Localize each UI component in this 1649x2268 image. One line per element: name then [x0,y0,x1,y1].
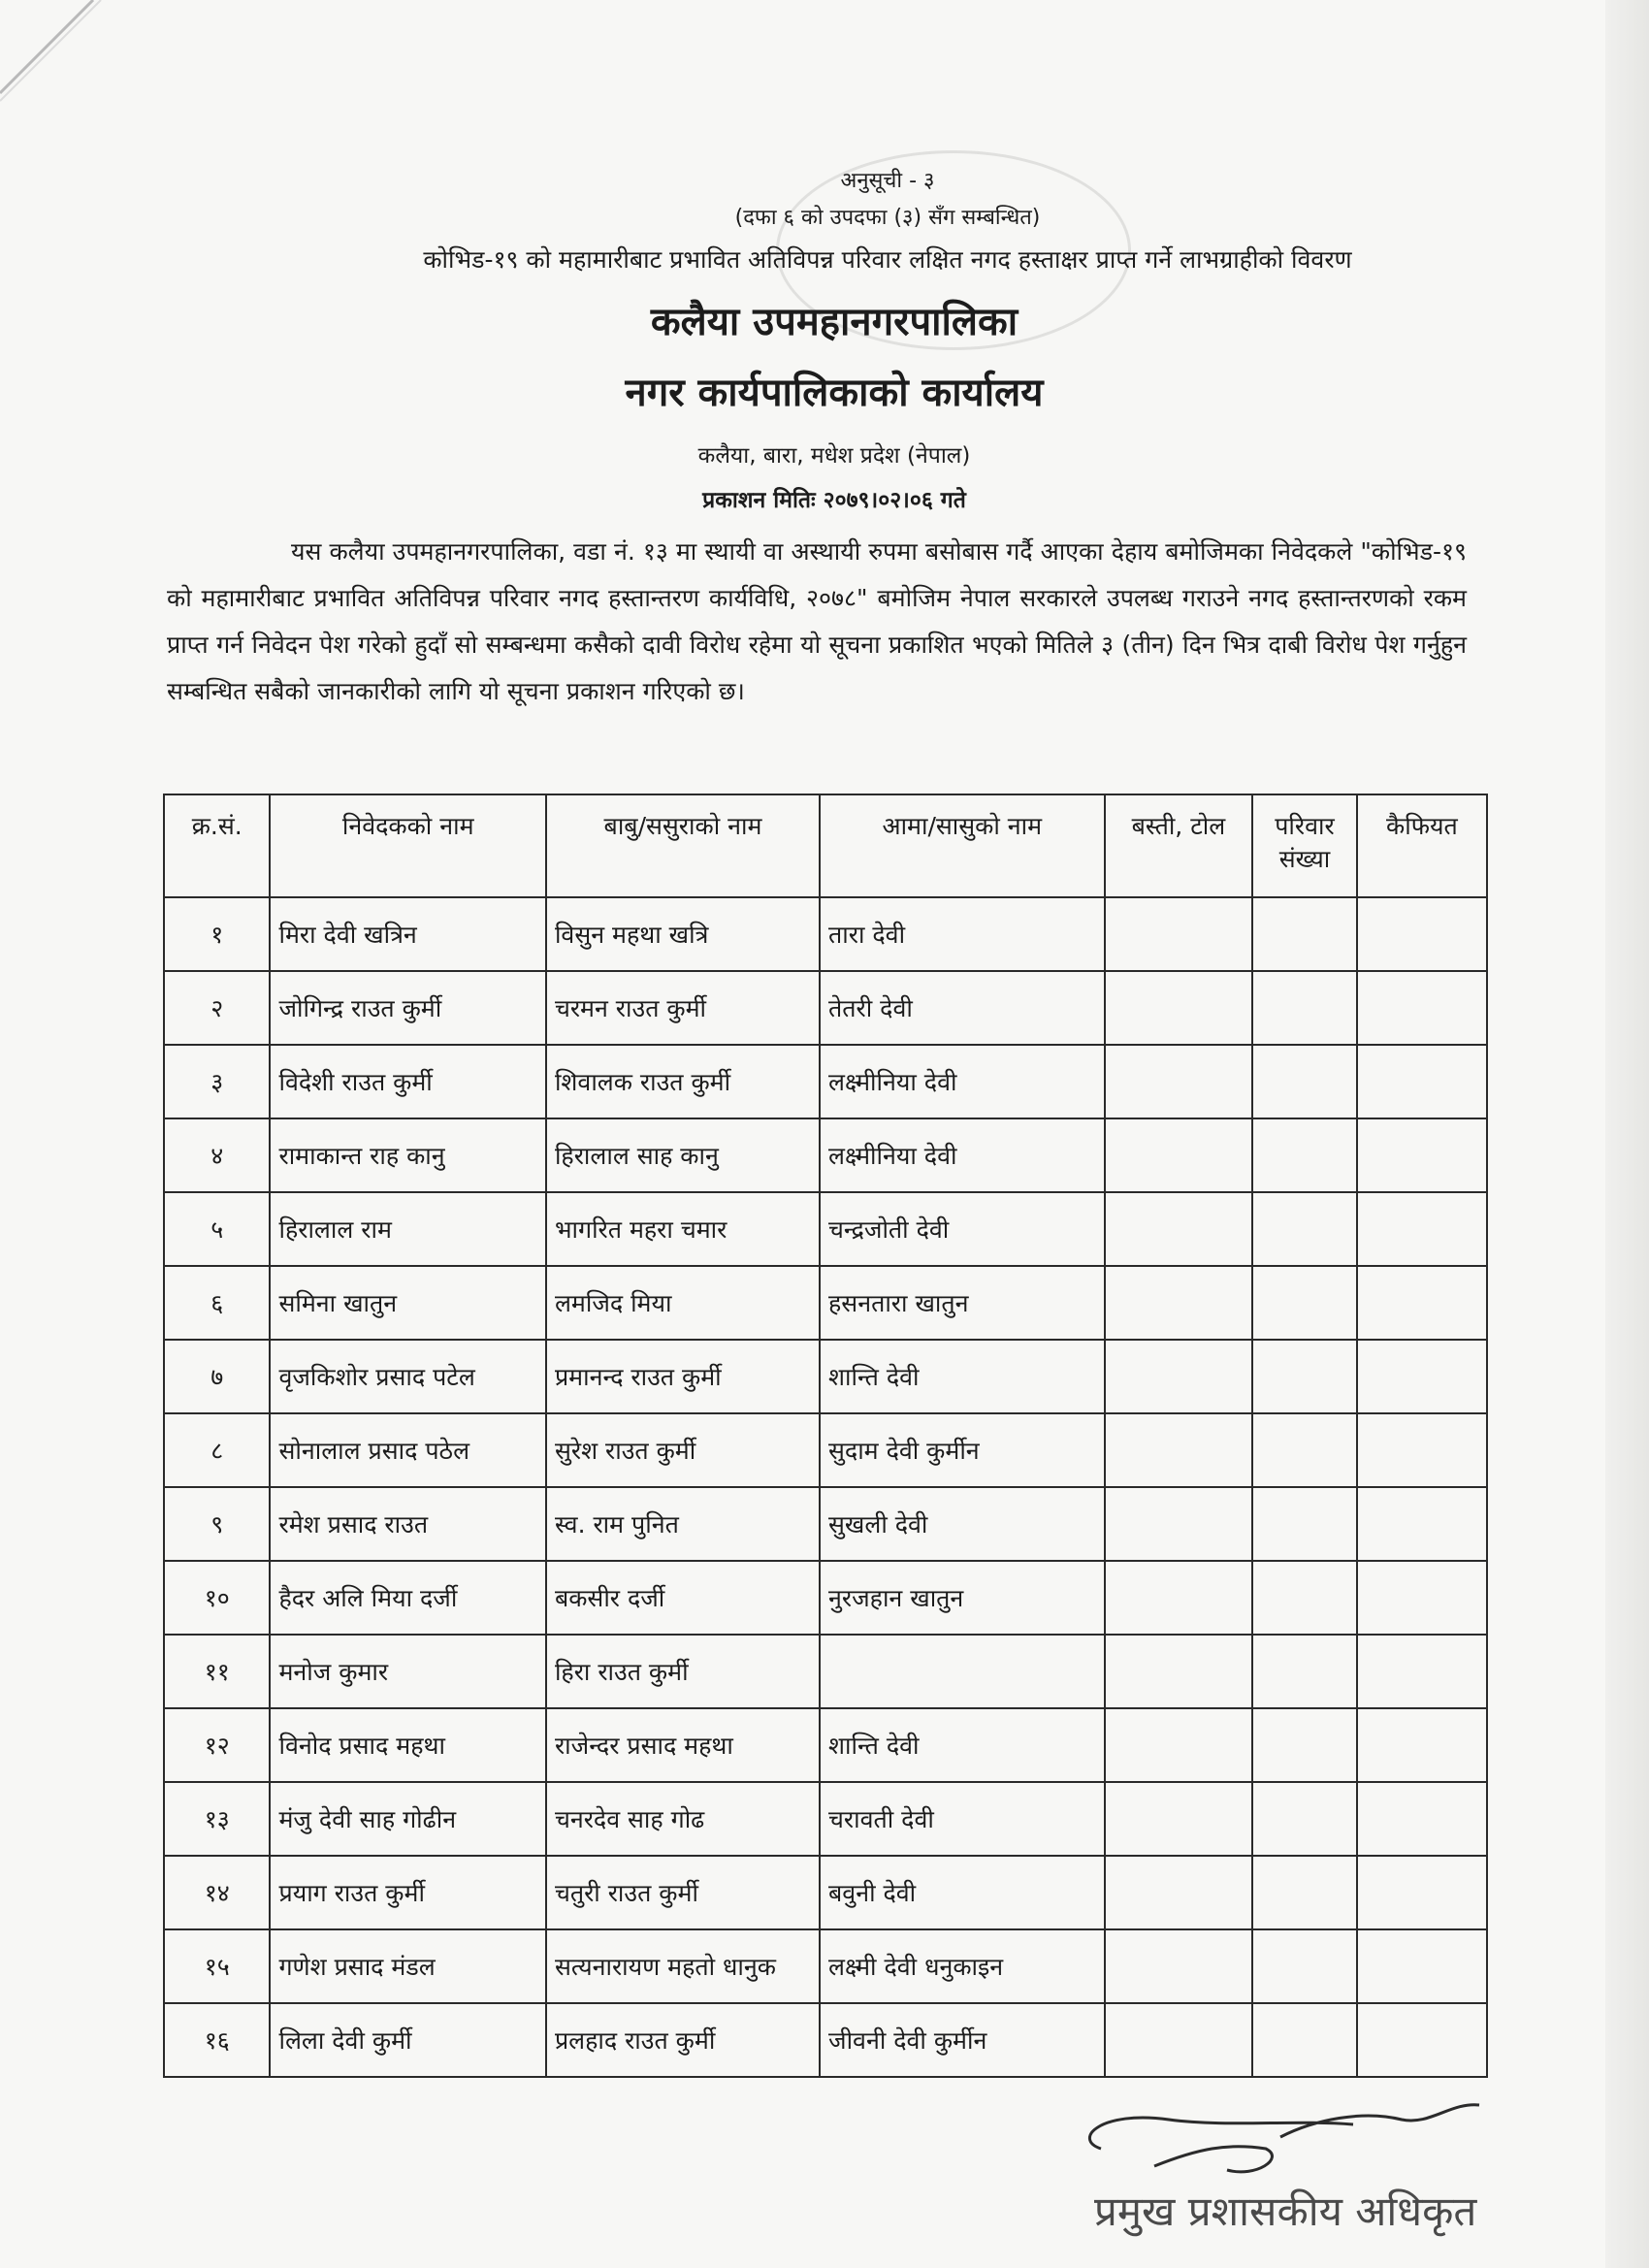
cell-mother: लक्ष्मी देवी धनुकाइन [820,1929,1105,2003]
table-row [164,1782,1487,1856]
cell-tole [1105,1561,1253,1635]
cell-family [1252,1561,1357,1635]
cell-tole [1105,1708,1253,1782]
cell-sn: ५ [164,1192,270,1266]
cell-sn: ११ [164,1635,270,1708]
cell-sn: २ [164,971,270,1045]
table-row [164,1192,1487,1266]
cell-sn: ६ [164,1266,270,1340]
table-body [164,897,1487,2077]
cell-applicant: हिरालाल राम [270,1192,545,1266]
cell-tole [1105,971,1253,1045]
header-remarks: कैफियत [1357,794,1487,897]
cell-father: प्रलहाद राउत कुर्मी [546,2003,820,2077]
cell-remarks [1357,971,1487,1045]
cell-mother: तारा देवी [820,897,1105,971]
cell-remarks [1357,1708,1487,1782]
cell-tole [1105,1782,1253,1856]
publication-date: प्रकाशन मितिः २०७९।०२।०६ गते [702,488,966,513]
cell-remarks [1357,1929,1487,2003]
cell-remarks [1357,1266,1487,1340]
cell-father: प्रमानन्द राउत कुर्मी [546,1340,820,1413]
cell-sn: १६ [164,2003,270,2077]
cell-father: राजेन्दर प्रसाद महथा [546,1708,820,1782]
cell-father: विसुन महथा खत्रि [546,897,820,971]
cell-father: चतुरी राउत कुर्मी [546,1856,820,1929]
cell-sn: १० [164,1561,270,1635]
document-subject: कोभिड-१९ को महामारीबाट प्रभावित अतिविपन्न परिवार लक्षित नगद हस्ताक्षर प्राप्त गर्ने लाभग्राहीको विवरण [423,245,1352,274]
cell-father: हिरा राउत कुर्मी [546,1635,820,1708]
cell-mother: सुखली देवी [820,1487,1105,1561]
header-sn: क्र.सं. [164,794,270,897]
cell-tole [1105,1413,1253,1487]
notice-paragraph [167,529,1467,715]
cell-applicant: मिरा देवी खत्रिन [270,897,545,971]
cell-applicant: वृजकिशोर प्रसाद पटेल [270,1340,545,1413]
cell-applicant: हैदर अलि मिया दर्जी [270,1561,545,1635]
table-row [164,1561,1487,1635]
cell-mother: हसनतारा खातुन [820,1266,1105,1340]
cell-remarks [1357,1782,1487,1856]
table-row [164,2003,1487,2077]
cell-sn: ३ [164,1045,270,1118]
office-name: कलैया उपमहानगरपालिका [650,300,1018,344]
cell-remarks [1357,1192,1487,1266]
cell-tole [1105,1266,1253,1340]
cell-mother: सुदाम देवी कुर्मीन [820,1413,1105,1487]
cell-family [1252,1635,1357,1708]
cell-applicant: मनोज कुमार [270,1635,545,1708]
table-header-row [164,794,1487,897]
cell-applicant: रमेश प्रसाद राउत [270,1487,545,1561]
cell-father: सत्यनारायण महतो धानुक [546,1929,820,2003]
page-corner-fold [0,0,116,116]
table-row [164,1266,1487,1340]
document-header [0,165,1649,514]
cell-family [1252,897,1357,971]
cell-father: चनरदेव साह गोढ [546,1782,820,1856]
cell-mother: बवुनी देवी [820,1856,1105,1929]
cell-sn: ७ [164,1340,270,1413]
cell-mother: तेतरी देवी [820,971,1105,1045]
cell-tole [1105,1929,1253,2003]
cell-applicant: प्रयाग राउत कुर्मी [270,1856,545,1929]
cell-father: भागरित महरा चमार [546,1192,820,1266]
table-row [164,1635,1487,1708]
cell-family [1252,1192,1357,1266]
header-tole: बस्ती, टोल [1105,794,1253,897]
cell-applicant: रामाकान्त राह कानु [270,1118,545,1192]
cell-father: स्व. राम पुनित [546,1487,820,1561]
table-row [164,1340,1487,1413]
cell-family [1252,1340,1357,1413]
cell-family [1252,1708,1357,1782]
cell-remarks [1357,1635,1487,1708]
cell-father: हिरालाल साह कानु [546,1118,820,1192]
header-applicant: निवेदकको नाम [270,794,545,897]
cell-applicant: गणेश प्रसाद मंडल [270,1929,545,2003]
cell-sn: १५ [164,1929,270,2003]
cell-family [1252,1782,1357,1856]
cell-remarks [1357,1045,1487,1118]
cell-family [1252,1413,1357,1487]
header-family: परिवार संख्या [1252,794,1357,897]
cell-mother: लक्ष्मीनिया देवी [820,1118,1105,1192]
table-row [164,971,1487,1045]
cell-tole [1105,1635,1253,1708]
cell-remarks [1357,1561,1487,1635]
cell-tole [1105,1192,1253,1266]
cell-sn: १२ [164,1708,270,1782]
cell-tole [1105,2003,1253,2077]
table-row [164,897,1487,971]
applicants-table [163,794,1488,2078]
table-row [164,1856,1487,1929]
table-row [164,1045,1487,1118]
handwritten-signature [1062,2081,1508,2187]
cell-sn: १३ [164,1782,270,1856]
section-reference: (दफा ६ को उपदफा (३) सँग सम्बन्धित) [734,206,1041,230]
cell-tole [1105,1045,1253,1118]
cell-remarks [1357,897,1487,971]
cell-family [1252,2003,1357,2077]
cell-family [1252,1118,1357,1192]
cell-applicant: विदेशी राउत कुर्मी [270,1045,545,1118]
table-row [164,1413,1487,1487]
cell-tole [1105,897,1253,971]
cell-applicant: लिला देवी कुर्मी [270,2003,545,2077]
cell-family [1252,971,1357,1045]
cell-tole [1105,1856,1253,1929]
cell-remarks [1357,1487,1487,1561]
table-row [164,1708,1487,1782]
cell-remarks [1357,1856,1487,1929]
cell-tole [1105,1340,1253,1413]
cell-applicant: मंजु देवी साह गोढीन [270,1782,545,1856]
cell-mother: लक्ष्मीनिया देवी [820,1045,1105,1118]
table-row [164,1118,1487,1192]
cell-sn: ८ [164,1413,270,1487]
cell-family [1252,1045,1357,1118]
signatory-title: प्रमुख प्रशासकीय अधिकृत [1094,2187,1477,2235]
table-row [164,1929,1487,2003]
cell-sn: १ [164,897,270,971]
cell-tole [1105,1118,1253,1192]
table-row [164,1487,1487,1561]
cell-sn: १४ [164,1856,270,1929]
header-mother: आमा/सासुको नाम [820,794,1105,897]
cell-family [1252,1487,1357,1561]
cell-mother: शान्ति देवी [820,1708,1105,1782]
cell-tole [1105,1487,1253,1561]
cell-father: बकसीर दर्जी [546,1561,820,1635]
cell-sn: ४ [164,1118,270,1192]
cell-mother: शान्ति देवी [820,1340,1105,1413]
cell-father: शिवालक राउत कुर्मी [546,1045,820,1118]
cell-remarks [1357,1118,1487,1192]
cell-mother [820,1635,1105,1708]
cell-remarks [1357,1340,1487,1413]
cell-applicant: जोगिन्द्र राउत कुर्मी [270,971,545,1045]
cell-father: चरमन राउत कुर्मी [546,971,820,1045]
cell-mother: नुरजहान खातुन [820,1561,1105,1635]
cell-sn: ९ [164,1487,270,1561]
cell-family [1252,1856,1357,1929]
notice-text: यस कलैया उपमहानगरपालिका, वडा नं. १३ मा स्थायी वा अस्थायी रुपमा बसोबास गर्दै आएका देहाय बमोजिमका निवेदकले "कोभिड-१९ को महामारीबाट प्रभावित अतिविपन्न परिवार नगद हस्तान्तरण कार्यविधि, २०७८" बमोजिम नेपाल सरकारले उपलब्ध गराउने नगद हस्तान्तरणको रकम प्राप्त गर्न निवेदन पेश गरेको हुदाँ सो सम्बन्धमा कसैको दावी विरोध रहेमा यो सूचना प्रकाशित भएको मितिले ३ (तीन) दिन भित्र दाबी विरोध पेश गर्नुहुन सम्बन्धित सबैको जानकारीको लागि यो सूचना प्रकाशन गरिएको छ। [167,537,1467,705]
cell-applicant: सोनालाल प्रसाद पठेल [270,1413,545,1487]
annex-label: अनुसूची - ३ [840,169,935,193]
header-father: बाबु/ससुराको नाम [546,794,820,897]
cell-father: सुरेश राउत कुर्मी [546,1413,820,1487]
cell-applicant: समिना खातुन [270,1266,545,1340]
cell-remarks [1357,2003,1487,2077]
office-address: कलैया, बारा, मधेश प्रदेश (नेपाल) [697,443,971,469]
cell-family [1252,1929,1357,2003]
cell-applicant: विनोद प्रसाद महथा [270,1708,545,1782]
cell-father: लमजिद मिया [546,1266,820,1340]
office-unit: नगर कार्यपालिकाको कार्यालय [625,371,1044,415]
cell-mother: जीवनी देवी कुर्मीन [820,2003,1105,2077]
cell-mother: चन्द्रजोती देवी [820,1192,1105,1266]
cell-remarks [1357,1413,1487,1487]
cell-mother: चरावती देवी [820,1782,1105,1856]
cell-family [1252,1266,1357,1340]
